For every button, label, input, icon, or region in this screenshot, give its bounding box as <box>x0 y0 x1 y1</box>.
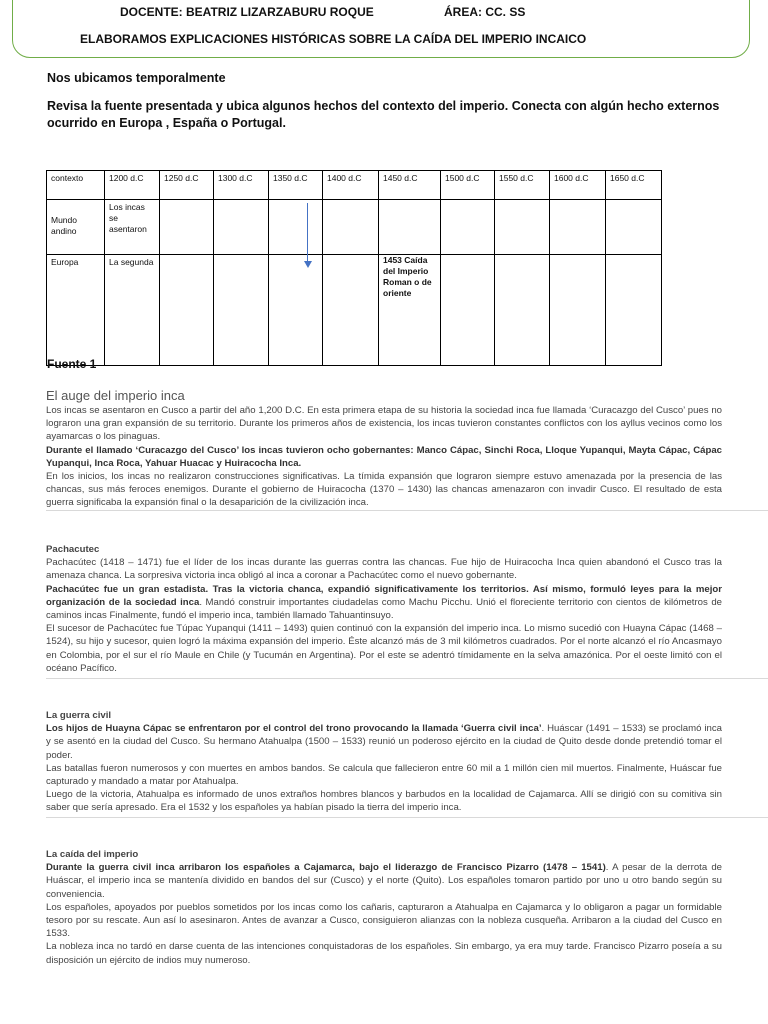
section-title-guerra: La guerra civil <box>46 710 112 721</box>
table-cell[interactable] <box>606 255 662 366</box>
paragraph: El sucesor de Pachacútec fue Túpac Yupanqui (1411 – 1493) quien continuó con la expansión del imperio inca. Lo mismo sucedió con Huayna Cápac (1468 – 1524), su hijo y sucesor, quien logró la máxima expansión del imperio. Éste alcanzó más de 3 mil kilómetros cuadrados. Por el norte alcanzó el río Ancasmayo en Colombia, por el sur el río Maule en Chile (y Tucumán en Argentina). Por el este se adentró tímidamente en la selva amazónica. Por el oeste limitó con el océano Pacífico. <box>46 623 722 674</box>
table-cell[interactable]: La segunda <box>105 255 160 366</box>
section-title-caida: La caída del imperio <box>46 849 139 860</box>
section-title-auge: El auge del imperio inca <box>46 388 185 403</box>
intro-instructions: Revisa la fuente presentada y ubica algunos hechos del contexto del imperio. Conecta con algún hecho externos ocurrido en Europa , España o Portugal. <box>47 99 720 130</box>
worksheet-title: ELABORAMOS EXPLICACIONES HISTÓRICAS SOBRE LA CAÍDA DEL IMPERIO INCAICO <box>80 32 587 46</box>
section-title-pachacutec: Pachacutec <box>46 544 100 555</box>
section-auge <box>46 404 722 510</box>
header-cell: contexto <box>47 171 105 200</box>
subject-area: ÁREA: CC. SS <box>444 5 526 19</box>
paragraph: Durante el llamado ‘Curacazgo del Cusco’ los incas tuvieron ocho gobernantes: Manco Cápac, Sinchi Roca, Lloque Yupanqui, Mayta Cápac, Cápac Yupanqui, Inca Roca, Yahuar Huacac y Huiracocha Inca. <box>46 444 722 469</box>
section-guerra-civil <box>46 709 722 815</box>
header-cell: 1650 d.C <box>606 171 662 200</box>
row-label: Europa <box>47 255 105 366</box>
paragraph <box>46 583 722 623</box>
row-label: Mundo andino <box>47 200 105 255</box>
section-caida <box>46 848 722 967</box>
table-cell[interactable] <box>269 255 323 366</box>
table-cell[interactable] <box>550 200 606 255</box>
paragraph-bold: Durante la guerra civil inca arribaron los españoles a Cajamarca, bajo el liderazgo de Francisco Pizarro (1478 – 1541) <box>46 862 606 874</box>
table-cell[interactable] <box>160 200 214 255</box>
header-cell: 1300 d.C <box>214 171 269 200</box>
header-cell: 1250 d.C <box>160 171 214 200</box>
paragraph: Luego de la victoria, Atahualpa es informado de unos extraños hombres blancos y barbudos en la localidad de Cajamarca. Allí se dirigió con su comitiva sin saber que sería apresado. Era el 1532 y los españoles ya habían pisado la tierra del imperio inca. <box>46 789 722 814</box>
paragraph: Los incas se asentaron en Cusco a partir del año 1,200 D.C. En esta primera etapa de su historia la sociedad inca fue llamada ‘Curacazgo del Cusco’ pues no lograron una gran expansión de su territorio. Durante los primeros años de existencia, los incas tuvieron constantes conflictos con los ayllus vecinos como los ayamarcas o los pinaguas. <box>46 405 722 443</box>
header-cell: 1600 d.C <box>550 171 606 200</box>
paragraph: En los inicios, los incas no realizaron construcciones significativas. La tímida expansión que lograron siempre estuvo amenazada por la presencia de las chancas, sus más feroces enemigos. Durante el gobierno de Huiracocha (1370 – 1430) las chancas amenazaron con invadir Cusco. El resultado de esta guerra significaba la expansión final o la desaparición de la civilización inca. <box>46 471 722 509</box>
timeline-header-row <box>47 171 662 200</box>
table-cell[interactable] <box>160 255 214 366</box>
table-cell[interactable] <box>441 200 495 255</box>
table-cell[interactable]: Los incas se asentaron <box>105 200 160 255</box>
section-divider <box>46 817 768 818</box>
arrow-line <box>307 203 308 263</box>
table-cell[interactable] <box>214 255 269 366</box>
header-cell: 1550 d.C <box>495 171 550 200</box>
header-cell: 1450 d.C <box>379 171 441 200</box>
section-pachacutec <box>46 543 722 675</box>
intro-heading: Nos ubicamos temporalmente <box>47 71 226 85</box>
source-label: Fuente 1 <box>47 357 97 371</box>
paragraph: Las batallas fueron numerosos y con muertes en ambos bandos. Se calcula que fallecieron entre 60 mil a 1 millón cien mil muertos. Finalmente, Huáscar fue capturado y mandado a matar por Atahualpa. <box>46 762 722 788</box>
paragraph: La nobleza inca no tardó en darse cuenta de las intenciones conquistadoras de los españoles. Sin embargo, ya era muy tarde. Francisco Pizarro poseía a su disposición un ejército de indios muy numeroso. <box>46 941 722 966</box>
table-cell[interactable] <box>495 200 550 255</box>
paragraph <box>46 861 722 901</box>
table-cell[interactable] <box>323 200 379 255</box>
table-cell[interactable] <box>269 200 323 255</box>
table-cell[interactable] <box>606 200 662 255</box>
paragraph-bold: Los hijos de Huayna Cápac se enfrentaron por el control del trono provocando la llamada ‘Guerra civil inca’ <box>46 723 542 735</box>
paragraph: Pachacútec (1418 – 1471) fue el líder de los incas durante las guerras contra las chancas. Fue hijo de Huiracocha Inca quien abandonó el Cusco tras la amenaza chanca. La sorpresiva victoria inca obligó al inca a coronar a Pachacútec como el nuevo gobernante. <box>46 557 722 582</box>
event-1453-cell[interactable]: 1453 Caída del Imperio Roman o de oriente <box>379 255 441 366</box>
timeline-row-europa <box>47 255 662 366</box>
table-cell[interactable] <box>550 255 606 366</box>
table-cell[interactable] <box>495 255 550 366</box>
table-cell[interactable] <box>441 255 495 366</box>
timeline-table <box>46 170 662 366</box>
arrow-down-icon <box>304 261 312 268</box>
header-cell: 1400 d.C <box>323 171 379 200</box>
header-cell: 1350 d.C <box>269 171 323 200</box>
header-cell: 1500 d.C <box>441 171 495 200</box>
paragraph <box>46 722 722 762</box>
table-cell[interactable] <box>379 200 441 255</box>
paragraph-bold: Pachacútec fue un gran estadista. Tras la victoria chanca, expandió significativamente los territorios. Así mismo, formuló leyes para la mejor organización de la sociedad inca <box>46 583 722 608</box>
section-divider <box>46 510 768 511</box>
paragraph-rest: . Mandó construir importantes ciudadelas como Machu Picchu. Unió el floreciente territorio con cientos de kilómetros de caminos incas Finalmente, fundó el imperio inca, también llamado Tahuantinsuyo. <box>46 596 722 622</box>
paragraph: Los españoles, apoyados por pueblos sometidos por los incas como los cañaris, capturaron a Atahualpa en Cajamarca y lo obligaron a pagar un formidable tesoro por su rescate. Aun así lo asesinaron. Antes de avanzar a Cusco, consiguieron alianzas con la nobleza cusqueña. Arribaron a la ciudad del Cusco en 1533. <box>46 901 722 940</box>
header-cell: 1200 d.C <box>105 171 160 200</box>
section-divider <box>46 678 768 679</box>
table-cell[interactable] <box>323 255 379 366</box>
timeline-row-andino <box>47 200 662 255</box>
paragraph-rest: . Huáscar (1491 – 1533) se proclamó inca y se asentó en la ciudad del Cusco. Su hermano Atahualpa (1500 – 1533) reunió un poderoso ejército en la ciudad de Quito desde donde pretendió tomar el poder. <box>46 723 722 761</box>
table-cell[interactable] <box>214 200 269 255</box>
teacher-name: DOCENTE: BEATRIZ LIZARZABURU ROQUE <box>120 5 374 19</box>
paragraph-rest: . A pesar de la derrota de Huáscar, el imperio inca se mantenía dividido en bandos del sur (Cusco) y el norte (Quito). Los españoles tomaron partido por uno u otro bando según su conveniencia. <box>46 862 722 900</box>
